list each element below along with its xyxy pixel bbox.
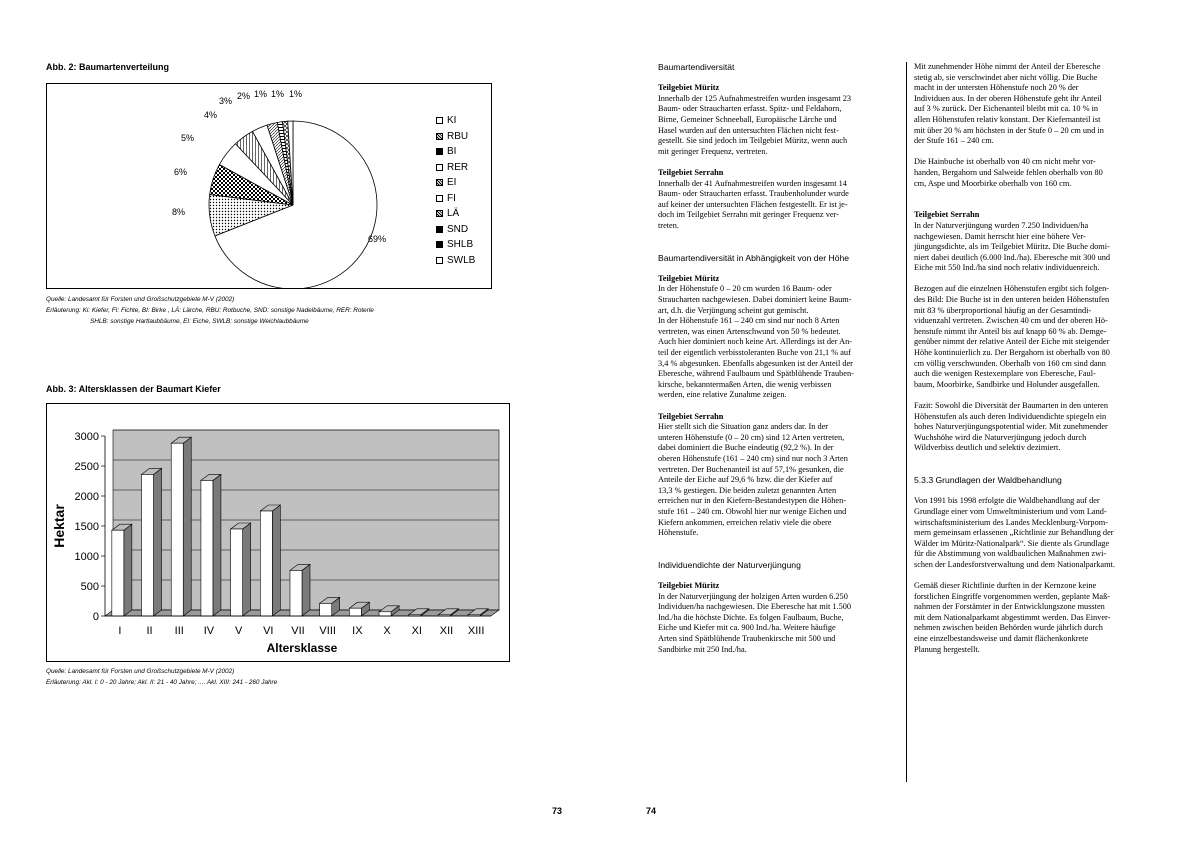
col2-line: Eiche mit 550 Ind./ha sind noch relativ individuenreich. [914, 263, 1100, 273]
col1-line: Auch hier dominiert noch keine Art. Allerdings ist der An- [658, 337, 853, 347]
col1-spacer [658, 549, 898, 560]
col1-line: Baum- oder Straucharten erfasst. Traubenholunder wurde [658, 189, 849, 199]
col2-line: des Bild: Die Buche ist in den unteren beiden Höhenstufen [914, 295, 1110, 305]
col1-line: vertreten, was einen Artenschwund von 50 % bedeutet. [658, 326, 841, 336]
col1-line: Höhenstufe. [658, 528, 699, 538]
x-tick-label: IV [203, 625, 215, 637]
col2-line: Wälder im Müritz-Nationalpark“. Sie diente als Grundlage [914, 538, 1110, 548]
col1-line: Hier stellt sich die Situation ganz anders dar. In der [658, 422, 829, 432]
col1-heading: Teilgebiet Müritz [658, 83, 720, 93]
legend-label: FI [447, 192, 456, 204]
col2-spacer [914, 390, 1160, 401]
col1-line: Kiefern ankommen, erreichen relativ viele die obere [658, 517, 832, 527]
x-tick-label: XIII [467, 625, 485, 637]
col2-line: forstlichen Eingriffe vorgenommen werden, geplante Maß- [914, 591, 1110, 601]
col2-spacer [914, 200, 1160, 211]
legend-label: SWLB [447, 254, 476, 266]
y-tick-label: 2500 [74, 461, 99, 473]
x-tick-label: X [383, 625, 391, 637]
legend-entry [436, 237, 475, 253]
legend-label: LÄ [447, 208, 460, 220]
col1-spacer [658, 401, 898, 412]
col1-line: werden, eine relative Zunahme zeigen. [658, 390, 787, 400]
y-tick-label: 3000 [74, 431, 99, 443]
col2-line: niert dabei deutlich (6.000 Ind./ha). Eberesche mit 300 und [914, 252, 1111, 262]
figure-2-explanation-line-1: Erläuterung: Ki: Kiefer, FI: Fichte, BI: Birke , LÄ: Lärche, RBU: Rotbuche, SND: sonstige Nadelbäume, RER: Roterle [46, 307, 374, 314]
col2-spacer [914, 486, 1160, 497]
pie-slice-label: 1% [289, 89, 303, 99]
col1-heading: Individuendichte der Naturverjüngung [658, 559, 801, 570]
col1-line: vertreten. Der Buchenanteil ist auf 57,1% gesunken, die [658, 464, 844, 474]
col1-line: Eberesche, während Faulbaum und Spätblühende Trauben- [658, 369, 854, 379]
legend-entry [436, 129, 475, 145]
bar-I [112, 524, 132, 616]
col2-line: mit 83 % überproportional häufig an der Gesamtindi- [914, 305, 1092, 315]
pie-slice-label: 69% [368, 234, 387, 244]
col2-spacer [914, 189, 1160, 200]
text-column-left [658, 62, 898, 655]
pie-slice-label: 1% [271, 89, 285, 99]
col2-line: viduenzahl vertreten. Zwischen 40 cm und der oberen Hö- [914, 316, 1108, 326]
col2-line: mern gemeinsam erlassenen „Richtlinie zur Behandlung der [914, 528, 1114, 538]
col1-line: art, d.h. die Verjüngung scheint gut gemischt. [658, 305, 809, 315]
legend-entry [436, 191, 475, 207]
pie-slice-label: 4% [204, 110, 218, 120]
bar-VII [290, 564, 310, 616]
page-number-left: 73 [552, 806, 563, 816]
pie-slice-label: 8% [172, 207, 186, 217]
legend-swatch [436, 226, 443, 233]
col1-line: treten. [658, 220, 679, 230]
legend-label: RER [447, 161, 469, 173]
col2-line: eine einzelbestandsweise und damit flächenkonkrete [914, 634, 1089, 644]
col2-line: wirtschaftsministerium des Landes Mecklenburg-Vorpom- [914, 517, 1108, 527]
col1-line: 13,3 % gestiegen. Die beiden zuletzt genannten Arten [658, 485, 837, 495]
col2-line: Die Hainbuche ist oberhalb von 40 cm nicht mehr vor- [914, 157, 1096, 167]
pie-legend [436, 113, 475, 268]
col2-line: Bezogen auf die einzelnen Höhenstufen ergibt sich folgen- [914, 284, 1109, 294]
legend-label: EI [447, 177, 457, 189]
col1-line: oberen Höhenstufe (161 – 240 cm) sind nur noch 3 Arten [658, 453, 848, 463]
pie-slice-label: 3% [219, 96, 233, 106]
col1-heading: Teilgebiet Müritz [658, 273, 720, 283]
col1-line: kirsche, bekanntermaßen Arten, die wenig verbissen [658, 379, 832, 389]
legend-label: RBU [447, 130, 469, 142]
col2-line: handen, Bergahorn und Salweide fehlen oberhalb von 80 [914, 167, 1103, 177]
figure-3-source: Quelle: Landesamt für Forsten und Großschutzgebiete M-V (2002) [46, 668, 235, 675]
col1-line: erreichen nur in den Kiefern-Bestandestypen die Höhen- [658, 496, 846, 506]
col2-line: Höhe kontinuierlich zu. Der Bergahorn ist oberhalb von 80 [914, 348, 1110, 358]
figure-3-title: Abb. 3: Altersklassen der Baumart Kiefer [46, 384, 221, 394]
bar-IV [201, 474, 221, 616]
legend-entry [436, 113, 475, 129]
col2-line: henstufe nimmt ihr Anteil bis auf knapp 60 % ab. Demge- [914, 326, 1107, 336]
x-tick-label: II [146, 625, 153, 637]
col2-spacer [914, 454, 1160, 465]
x-tick-label: VII [291, 625, 305, 637]
col1-line: doch im Teilgebiet Serrahn mit geringer Frequenz ver- [658, 210, 839, 220]
legend-label: BI [447, 146, 457, 158]
col1-spacer [658, 539, 898, 550]
figure-2-source: Quelle: Landesamt für Forsten und Großschutzgebiete M-V (2002) [46, 296, 235, 303]
col2-line: mit dem Nationalparkamt abgestimmt werden. Das Einver- [914, 612, 1111, 622]
figure-3-explanation: Erläuterung: Akl. I: 0 - 20 Jahre; Akl. II: 21 - 40 Jahre; .... Akl. XIII: 241 - 260 Jahre [46, 679, 278, 686]
col1-line: Anteile der Eiche auf 29,6 % bzw. die der Kiefer auf [658, 475, 833, 485]
legend-entry [436, 253, 475, 269]
page-number-right: 74 [646, 806, 657, 816]
col1-line: Individuen/ha nachgewiesen. Die Eberesche hat mit 1.500 [658, 602, 852, 612]
col2-line: genüber nimmt der relative Anteil der Eiche mit steigender [914, 337, 1110, 347]
col2-line: für die Abstimmung von waldbaulichen Maßnahmen zwi- [914, 549, 1107, 559]
legend-swatch [436, 133, 443, 140]
col1-line: gestellt. Sie sind jedoch im Teilgebiet Müritz, wenn auch [658, 136, 848, 146]
col1-line: Birne, Gemeiner Schneeball, Europäische Lärche und [658, 114, 837, 124]
y-tick-label: 500 [80, 581, 99, 593]
y-axis-title: Hektar [51, 504, 67, 548]
col2-line: Planung hergestellt. [914, 644, 980, 654]
col1-line: Straucharten nachgewiesen. Dabei dominiert keine Baum- [658, 295, 852, 305]
x-tick-label: IX [352, 625, 363, 637]
col2-line: Höhenstufen als auch deren Individuendichte spiegeln ein [914, 411, 1107, 421]
col1-line: In der Höhenstufe 161 – 240 cm sind nur noch 8 Arten [658, 316, 840, 326]
col1-line: auf keiner der untersuchten Flächen festgestellt. Er ist je- [658, 199, 848, 209]
col1-spacer [658, 242, 898, 253]
col2-line: hohes Naturverjüngungspotential wider. Mit zunehmender [914, 422, 1108, 432]
col1-heading: Baumartendiversität in Abhängigkeit von der Höhe [658, 252, 850, 263]
legend-swatch [436, 241, 443, 248]
figure-2-title: Abb. 2: Baumartenverteilung [46, 62, 170, 72]
y-tick-label: 0 [92, 611, 99, 623]
col1-line: Baum- oder Straucharten erfasst. Spitz- und Feldahorn, [658, 104, 842, 114]
legend-entry [436, 160, 475, 176]
pie-slice-label: 1% [254, 89, 268, 99]
col2-line: nehmen zwischen beiden Behörden wurde jährlich durch [914, 623, 1103, 633]
pie-slice-label: 5% [181, 133, 195, 143]
col2-line: auch die wenigen Restexemplare von Eberesche, Faul- [914, 369, 1096, 379]
legend-swatch [436, 148, 443, 155]
legend-swatch [436, 210, 443, 217]
col1-line: Arten sind Spätblühende Traubenkirsche mit 500 und [658, 634, 836, 644]
col1-spacer [658, 232, 898, 243]
col1-line: Sandbirke mit 250 Ind./ha. [658, 644, 747, 654]
legend-entry [436, 175, 475, 191]
pie-chart-frame [46, 83, 492, 289]
col1-heading: Baumartendiversität [658, 62, 735, 72]
x-tick-label: XII [439, 625, 454, 637]
col1-line: 3,4 % abgesunken. Ebenfalls abgesunken ist der Anteil der [658, 358, 853, 368]
col1-heading: Teilgebiet Serrahn [658, 167, 724, 177]
col2-line: In der Naturverjüngung wurden 7.250 Individuen/ha [914, 220, 1089, 230]
legend-swatch [436, 117, 443, 124]
col2-line: allen Höhenstufen relativ konstant. Der Kiefernanteil ist [914, 114, 1101, 124]
col2-line: Gemäß dieser Richtlinie durften in der Kernzone keine [914, 581, 1097, 591]
col1-spacer [658, 571, 898, 582]
col1-line: Innerhalb der 41 Aufnahmestreifen wurden insgesamt 14 [658, 178, 847, 188]
col2-heading: 5.3.3 Grundlagen der Waldbehandlung [914, 475, 1062, 486]
legend-entry [436, 222, 475, 238]
col2-line: stetig ab, sie verschwindet aber nicht völlig. Die Buche [914, 72, 1098, 82]
col1-line: mit geringer Frequenz, vertreten. [658, 146, 768, 156]
bar-VI [260, 505, 280, 616]
col2-line: schen der Landesforstverwaltung und dem Nationalparkamt. [914, 559, 1115, 569]
x-axis-title: Altersklasse [266, 641, 338, 655]
legend-entry [436, 206, 475, 222]
col1-line: teil der eigentlich verbisstoleranten Buche von 21,1 % auf [658, 348, 851, 358]
col2-line: mit über 20 % am höchsten in der Stufe 0 – 20 cm und in [914, 125, 1104, 135]
legend-label: SND [447, 223, 469, 235]
col1-line: unteren Höhenstufe (0 – 20 cm) sind 12 Arten vertreten, [658, 432, 845, 442]
x-tick-label: III [174, 625, 184, 637]
legend-swatch [436, 164, 443, 171]
col1-line: stufe 161 – 240 cm. Obwohl hier nur wenige Eichen und [658, 506, 847, 516]
pie-slice-label: 6% [174, 167, 188, 177]
col2-line: auf 3 % zurück. Der Eichenanteil bleibt mit ca. 10 % in [914, 104, 1099, 114]
legend-swatch [436, 195, 443, 202]
x-tick-label: XI [411, 625, 422, 637]
x-tick-label: VIII [319, 625, 336, 637]
col2-line: cm völlig verschwunden. Oberhalb von 160 cm sind dann [914, 358, 1106, 368]
col1-line: dabei dominiert die Buche eindeutig (92,2 %). In der [658, 443, 834, 453]
col2-line: baum, Moorbirke, Sandbirke und Holunder ausgefallen. [914, 379, 1100, 389]
col1-heading: Teilgebiet Müritz [658, 581, 720, 591]
text-column-right [914, 62, 1160, 655]
col2-line: Wildverbiss deutlich und selektiv dezimiert. [914, 443, 1061, 453]
y-tick-label: 1500 [74, 521, 99, 533]
col1-line: In der Höhenstufe 0 – 20 cm wurden 16 Baum- oder [658, 284, 832, 294]
pie-chart [47, 84, 491, 288]
col1-heading: Teilgebiet Serrahn [658, 411, 724, 421]
col2-line: jüngungsdichte, als im Teilgebiet Müritz. Die Buche domi- [914, 242, 1110, 252]
col2-spacer [914, 465, 1160, 476]
col2-line: nachgewiesen. Damit herrscht hier eine höhere Ver- [914, 231, 1086, 241]
x-tick-label: I [118, 625, 122, 637]
col2-spacer [914, 571, 1160, 582]
bar-V [231, 523, 251, 616]
legend-swatch [436, 179, 443, 186]
col1-line: Eiche und Kiefer mit ca. 900 Ind./ha. Weitere häufige [658, 623, 836, 633]
col2-spacer [914, 147, 1160, 158]
col2-line: Fazit: Sowohl die Diversität der Baumarten in den unteren [914, 401, 1109, 410]
col2-heading: Teilgebiet Serrahn [914, 210, 980, 220]
legend-swatch [436, 257, 443, 264]
bar-III [171, 437, 191, 616]
col2-spacer [914, 274, 1160, 285]
col2-line: Von 1991 bis 1998 erfolgte die Waldbehandlung auf der [914, 496, 1100, 506]
col1-spacer [658, 263, 898, 274]
figure-2-explanation-line-2: SHLB: sonstige Hartlaubbäume, EI: Eiche, SWLB: sonstige Weichlaubbäume [90, 318, 309, 325]
pie-slice-label: 2% [237, 91, 251, 101]
col2-line: Grundlage einer vom Umweltministerium und vom Land- [914, 506, 1107, 516]
legend-label: SHLB [447, 239, 474, 251]
col2-line: Mit zunehmender Höhe nimmt der Anteil der Eberesche [914, 62, 1101, 71]
col2-line: macht in der untersten Höhenstufe noch 20 % der [914, 83, 1079, 93]
x-tick-label: VI [263, 625, 274, 637]
bar-II [142, 468, 162, 616]
bar-chart [47, 404, 509, 661]
col1-spacer [658, 157, 898, 168]
bar-chart-frame [46, 403, 510, 662]
column-divider [906, 62, 907, 782]
y-tick-label: 1000 [74, 551, 99, 563]
col1-spacer [658, 73, 898, 84]
col1-line: Ind./ha die höchste Dichte. Es folgen Faulbaum, Buche, [658, 612, 844, 622]
x-tick-label: V [234, 625, 243, 637]
col1-line: Hasel wurden auf den untersuchten Flächen nicht fest- [658, 125, 839, 135]
col1-line: Innerhalb der 125 Aufnahmestreifen wurden insgesamt 23 [658, 93, 852, 103]
col2-line: Individuen aus. In der oberen Höhenstufe geht ihr Anteil [914, 93, 1102, 103]
y-tick-label: 2000 [74, 491, 99, 503]
col1-line: In der Naturverjüngung der holzigen Arten wurden 6.250 [658, 591, 848, 601]
col2-line: cm, Aspe und Moorbirke oberhalb von 160 cm. [914, 178, 1072, 188]
legend-label: KI [447, 115, 457, 127]
legend-entry [436, 144, 475, 160]
col2-line: der Stufe 161 – 240 cm. [914, 136, 994, 146]
col2-line: nahmen der Forstämter in der Entwicklungszone mussten [914, 602, 1105, 612]
col2-line: Wuchshöhe wird die Naturverjüngung jedoch durch [914, 432, 1087, 442]
